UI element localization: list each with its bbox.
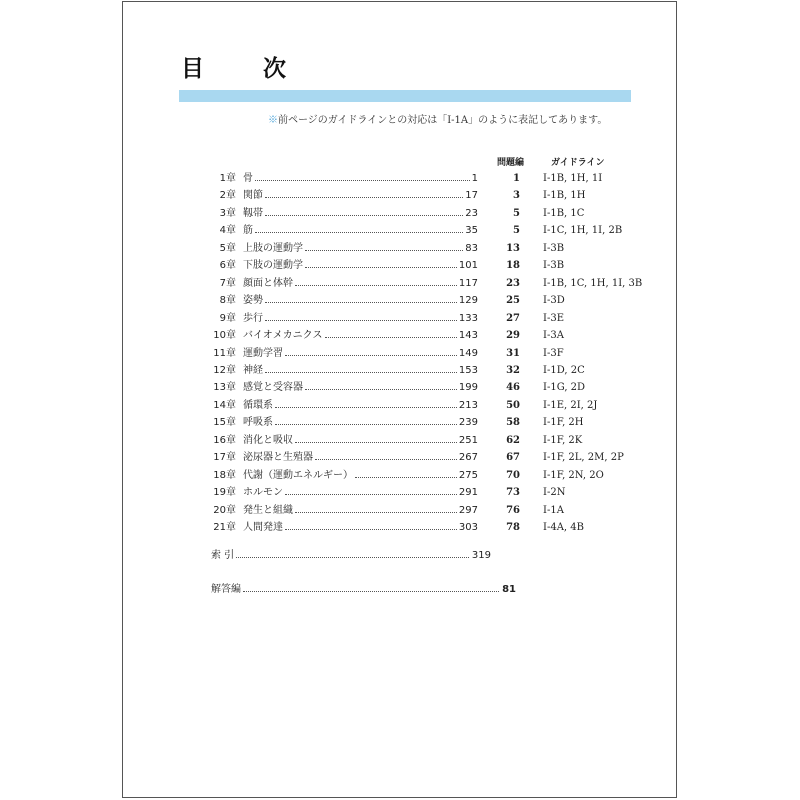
chapter-page: 143	[458, 330, 478, 342]
chapter-number: 9章	[219, 312, 236, 324]
chapter-title: 顔面と体幹	[243, 277, 293, 289]
chapter-number: 5章	[219, 242, 236, 254]
dot-leader	[255, 180, 470, 181]
guideline-codes: I-1D, 2C	[543, 364, 585, 376]
problem-page: 32	[506, 364, 520, 376]
chapter-number: 17章	[213, 452, 236, 464]
chapter-page: 251	[458, 434, 478, 446]
page-title: 目 次	[181, 56, 304, 82]
index-page: 319	[471, 550, 491, 561]
toc-chapter-row[interactable]	[123, 379, 678, 397]
problem-page: 13	[506, 242, 520, 254]
guideline-codes: I-3B	[543, 242, 565, 254]
chapter-title-line	[243, 222, 478, 240]
chapter-number: 20章	[213, 504, 236, 516]
chapter-title-line	[243, 310, 478, 328]
toc-chapter-row[interactable]	[123, 519, 678, 537]
dot-leader	[236, 557, 469, 558]
dot-leader	[265, 302, 457, 303]
problem-page: 50	[506, 399, 520, 411]
dot-leader	[275, 424, 457, 425]
note-text: 前ページのガイドラインとの対応は「I-1A」のように表記してあります。	[278, 115, 608, 126]
answers-title: 解答編	[211, 584, 241, 595]
toc-chapter-row[interactable]	[123, 222, 678, 240]
problem-page: 46	[506, 382, 520, 394]
chapter-title-line	[243, 397, 478, 415]
chapter-page: 83	[465, 242, 478, 254]
dot-leader	[285, 494, 457, 495]
toc-chapter-row[interactable]	[123, 170, 678, 188]
dot-leader	[275, 407, 457, 408]
guideline-codes: I-1B, 1C	[543, 207, 585, 219]
chapter-title: 呼吸系	[243, 417, 273, 429]
toc-chapter-row[interactable]	[123, 205, 678, 223]
guideline-codes: I-1G, 2D	[543, 382, 586, 394]
chapter-number: 14章	[213, 399, 236, 411]
dot-leader	[305, 389, 457, 390]
chapter-title: 運動学習	[243, 347, 283, 359]
guideline-codes: I-3A	[543, 330, 564, 342]
problem-page: 70	[506, 469, 520, 481]
chapter-title: 消化と吸収	[243, 434, 293, 446]
problem-page: 18	[506, 260, 520, 272]
dot-leader	[285, 529, 457, 530]
dot-leader	[295, 285, 457, 286]
problem-page: 31	[506, 347, 520, 359]
chapter-page: 153	[458, 364, 478, 376]
guideline-codes: I-1E, 2I, 2J	[543, 399, 598, 411]
toc-chapter-row[interactable]	[123, 362, 678, 380]
dot-leader	[265, 372, 457, 373]
chapter-title-line	[243, 432, 478, 450]
chapter-title: 歩行	[243, 312, 263, 324]
problem-page: 58	[506, 417, 520, 429]
problem-page: 27	[506, 312, 520, 324]
chapter-title-line	[243, 414, 478, 432]
chapter-page: 213	[458, 399, 478, 411]
guideline-codes: I-3E	[543, 312, 564, 324]
chapter-number: 19章	[213, 487, 236, 499]
problem-page: 23	[506, 277, 520, 289]
chapter-page: 35	[465, 225, 478, 237]
chapter-title: 泌尿器と生殖器	[243, 452, 313, 464]
chapter-title-line	[243, 484, 478, 502]
chapter-title: 下肢の運動学	[243, 260, 303, 272]
chapter-title-line	[243, 275, 478, 293]
toc-chapter-row[interactable]	[123, 327, 678, 345]
chapter-title-line	[243, 502, 478, 520]
chapter-page: 117	[458, 277, 478, 289]
document-page	[122, 1, 677, 798]
chapter-title-line	[243, 170, 478, 188]
chapter-page: 199	[458, 382, 478, 394]
guideline-codes: I-1F, 2L, 2M, 2P	[543, 452, 624, 464]
chapter-number: 21章	[213, 522, 236, 533]
chapter-page: 129	[458, 295, 478, 307]
guideline-note	[268, 111, 607, 126]
chapter-page: 239	[458, 417, 478, 429]
dot-leader	[325, 337, 457, 338]
chapter-number: 12章	[213, 364, 236, 376]
chapter-title: 発生と組織	[243, 504, 293, 516]
problem-page: 25	[506, 295, 520, 307]
toc-chapter-row[interactable]	[123, 345, 678, 363]
chapter-title: 骨	[243, 173, 253, 184]
toc-chapter-row[interactable]	[123, 275, 678, 293]
chapter-title-line	[243, 205, 478, 223]
chapter-page: 23	[465, 207, 478, 219]
guideline-codes: I-3B	[543, 260, 565, 272]
toc-chapter-row[interactable]	[123, 397, 678, 415]
guideline-codes: I-1B, 1H	[543, 190, 586, 202]
chapter-title-line	[243, 449, 478, 467]
chapter-title: 感覚と受容器	[243, 382, 303, 394]
toc-chapter-row[interactable]	[123, 187, 678, 205]
chapter-page: 275	[458, 469, 478, 481]
dot-leader	[285, 355, 457, 356]
problem-page: 78	[506, 522, 520, 533]
dot-leader	[255, 232, 463, 233]
chapter-number: 8章	[219, 295, 236, 307]
chapter-title-line	[243, 240, 478, 258]
chapter-page: 291	[458, 487, 478, 499]
toc-chapter-row[interactable]	[123, 432, 678, 450]
chapter-number: 4章	[219, 225, 236, 237]
toc-chapter-row[interactable]	[123, 449, 678, 467]
dot-leader	[265, 320, 457, 321]
dot-leader	[355, 477, 457, 478]
chapter-page: 297	[458, 504, 478, 516]
chapter-number: 7章	[219, 277, 236, 289]
dot-leader	[265, 197, 463, 198]
column-header-problems: 問題編	[497, 158, 525, 168]
chapter-title: バイオメカニクス	[243, 330, 323, 342]
chapter-number: 6章	[219, 260, 236, 272]
toc-chapter-row[interactable]	[123, 502, 678, 520]
toc-chapter-row[interactable]	[123, 310, 678, 328]
toc-index-entry[interactable]	[211, 547, 491, 565]
index-title: 索 引	[211, 550, 235, 561]
chapter-page: 303	[458, 522, 478, 533]
dot-leader	[295, 512, 457, 513]
chapter-page: 1	[471, 173, 478, 184]
problem-page: 67	[506, 452, 520, 464]
guideline-codes: I-1C, 1H, 1I, 2B	[543, 225, 623, 237]
chapter-title-line	[243, 257, 478, 275]
chapter-title: 関節	[243, 190, 263, 202]
problem-page: 29	[506, 330, 520, 342]
guideline-codes: I-1B, 1H, 1I	[543, 173, 603, 184]
chapter-number: 13章	[213, 382, 236, 394]
guideline-codes: I-3D	[543, 295, 565, 307]
problem-page: 62	[506, 434, 520, 446]
chapter-title-line	[243, 467, 478, 485]
chapter-title-line	[243, 379, 478, 397]
toc-chapter-row[interactable]	[123, 414, 678, 432]
problem-page: 3	[513, 190, 520, 202]
problem-page: 5	[513, 225, 520, 237]
chapter-title: 姿勢	[243, 295, 263, 307]
chapter-number: 11章	[213, 347, 236, 359]
chapter-title: 循環系	[243, 399, 273, 411]
guideline-codes: I-1B, 1C, 1H, 1I, 3B	[543, 277, 643, 289]
chapter-title: 上肢の運動学	[243, 242, 303, 254]
dot-leader	[305, 267, 457, 268]
guideline-codes: I-1A	[543, 504, 564, 516]
guideline-codes: I-1F, 2N, 2O	[543, 469, 604, 481]
chapter-number: 15章	[213, 417, 236, 429]
dot-leader	[295, 442, 457, 443]
chapter-title: 神経	[243, 364, 263, 376]
title-underline-bar	[179, 90, 631, 102]
chapter-number: 3章	[219, 207, 236, 219]
chapter-title-line	[243, 519, 478, 537]
toc-answers-entry[interactable]	[211, 581, 516, 599]
chapter-number: 1章	[219, 173, 236, 184]
chapter-page: 133	[458, 312, 478, 324]
guideline-codes: I-2N	[543, 487, 566, 499]
chapter-page: 267	[458, 452, 478, 464]
chapter-title-line	[243, 327, 478, 345]
chapter-number: 16章	[213, 434, 236, 446]
dot-leader	[243, 591, 499, 592]
chapter-title: 代謝（運動エネルギー）	[243, 469, 353, 481]
problem-page: 73	[506, 487, 520, 499]
chapter-page: 17	[465, 190, 478, 202]
problem-page: 5	[513, 207, 520, 219]
chapter-title-line	[243, 362, 478, 380]
problem-page: 1	[513, 173, 520, 184]
problem-page: 76	[506, 504, 520, 516]
toc-chapter-row[interactable]	[123, 467, 678, 485]
chapter-title-line	[243, 187, 478, 205]
column-header-guidelines: ガイドライン	[551, 158, 605, 168]
chapter-page: 101	[458, 260, 478, 272]
chapter-title: 筋	[243, 225, 253, 237]
note-mark-icon: ※	[268, 115, 278, 126]
dot-leader	[265, 215, 463, 216]
guideline-codes: I-4A, 4B	[543, 522, 584, 533]
chapter-title: 靱帯	[243, 207, 263, 219]
toc-chapter-row[interactable]	[123, 292, 678, 310]
dot-leader	[315, 459, 457, 460]
guideline-codes: I-3F	[543, 347, 564, 359]
guideline-codes: I-1F, 2H	[543, 417, 584, 429]
chapter-number: 18章	[213, 469, 236, 481]
chapter-page: 149	[458, 347, 478, 359]
dot-leader	[305, 250, 463, 251]
toc-chapter-row[interactable]	[123, 484, 678, 502]
chapter-title: ホルモン	[243, 487, 283, 499]
guideline-codes: I-1F, 2K	[543, 434, 583, 446]
toc-chapter-row[interactable]	[123, 240, 678, 258]
toc-chapter-row[interactable]	[123, 257, 678, 275]
answers-page: 81	[502, 584, 516, 595]
chapter-title: 人間発達	[243, 522, 283, 533]
chapter-title-line	[243, 292, 478, 310]
chapter-number: 2章	[219, 190, 236, 202]
chapter-number: 10章	[213, 330, 236, 342]
chapter-title-line	[243, 345, 478, 363]
